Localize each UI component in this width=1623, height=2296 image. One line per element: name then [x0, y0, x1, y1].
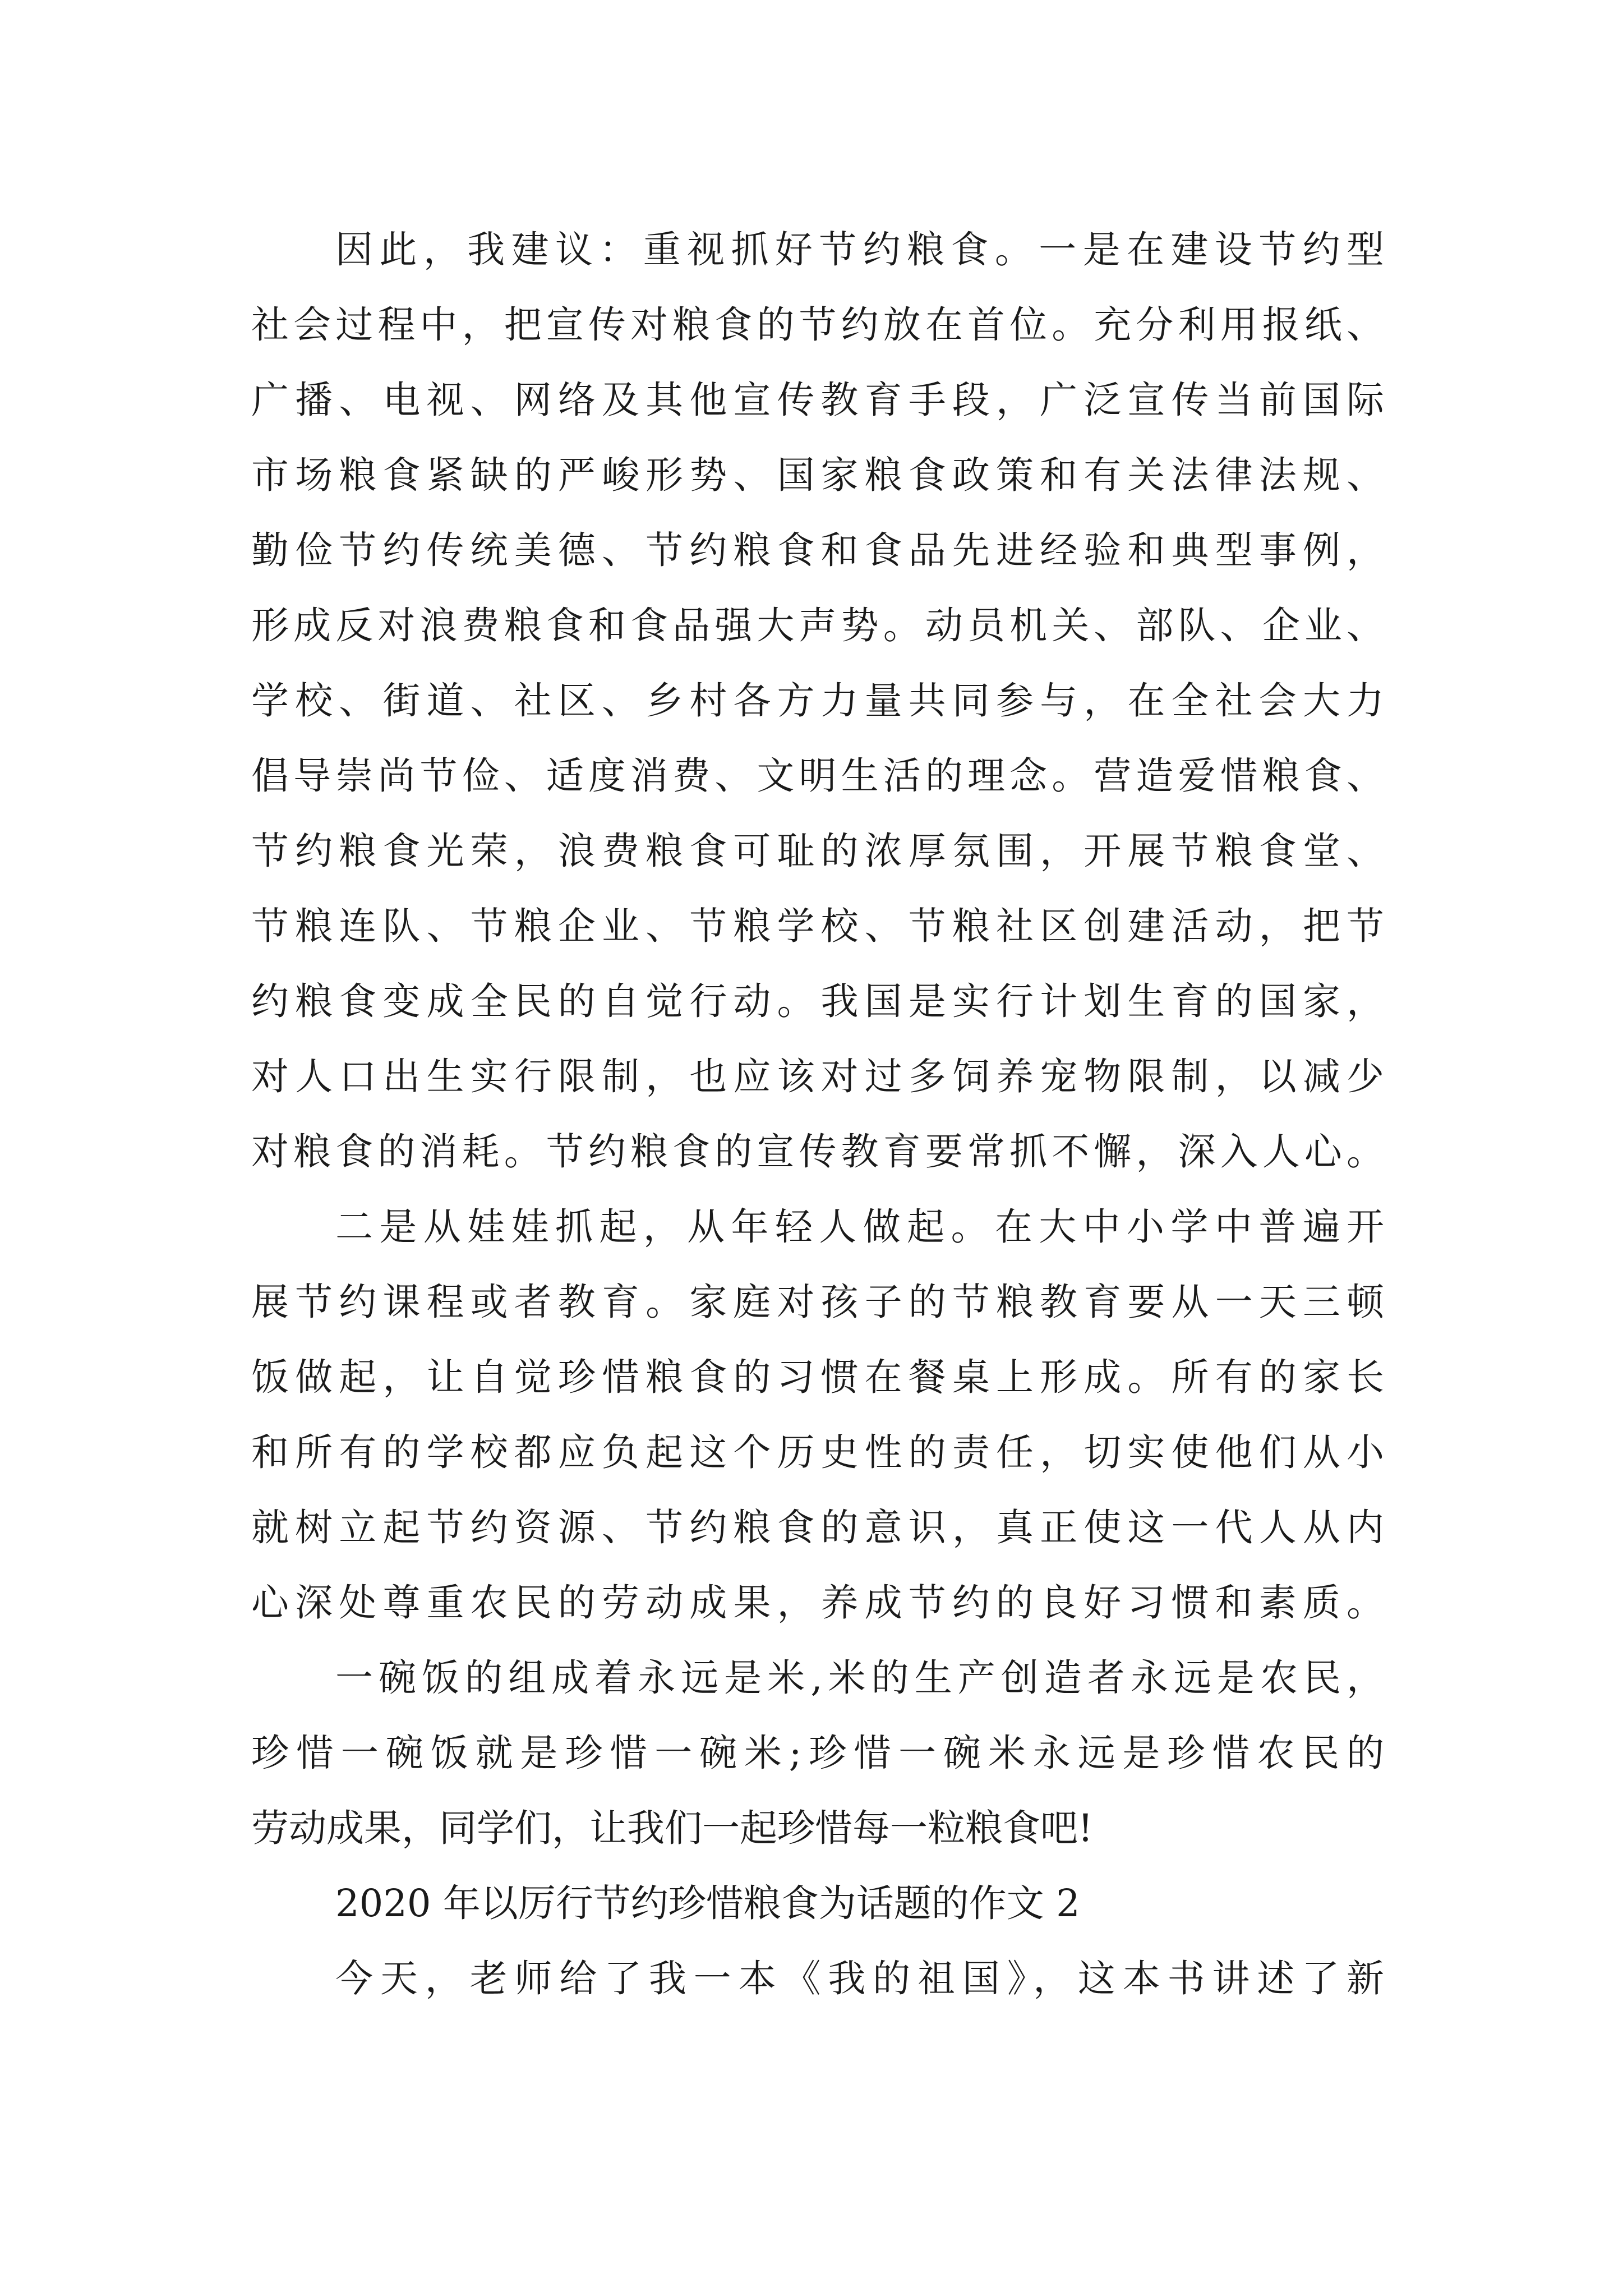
text-line: 2020 年以厉行节约珍惜粮食为话题的作文 2 [335, 1881, 1080, 1925]
text-line: 形成反对浪费粮食和食品强大声势。动员机关、部队、企业、 [251, 604, 1384, 647]
text-line: 因此，我建议：重视抓好节约粮食。一是在建设节约型 [335, 228, 1384, 272]
text-line: 和所有的学校都应负起这个历史性的责任，切实使他们从小 [251, 1430, 1384, 1474]
paragraph-children-education [251, 1189, 1384, 1640]
text-line: 社会过程中，把宣传对粮食的节约放在首位。充分利用报纸、 [251, 303, 1384, 347]
text-line: 广播、电视、网络及其他宣传教育手段，广泛宣传当前国际 [251, 378, 1384, 422]
text-line: 市场粮食紧缺的严峻形势、国家粮食政策和有关法律法规、 [251, 453, 1384, 497]
essay-heading [251, 1866, 1384, 1941]
text-line: 展节约课程或者教育。家庭对孩子的节粮教育要从一天三顿 [251, 1280, 1384, 1324]
paragraph-suggestion [251, 212, 1384, 1189]
paragraph-essay-start [251, 1941, 1384, 2016]
text-line: 就树立起节约资源、节约粮食的意识，真正使这一代人从内 [251, 1506, 1384, 1549]
text-line: 学校、街道、社区、乡村各方力量共同参与，在全社会大力 [251, 679, 1384, 723]
text-line: 二是从娃娃抓起，从年轻人做起。在大中小学中普遍开 [335, 1205, 1384, 1249]
text-line: 约粮食变成全民的自觉行动。我国是实行计划生育的国家， [251, 979, 1384, 1023]
text-line: 饭做起，让自觉珍惜粮食的习惯在餐桌上形成。所有的家长 [251, 1355, 1384, 1399]
text-line: 节粮连队、节粮企业、节粮学校、节粮社区创建活动，把节 [251, 904, 1384, 948]
text-line: 勤俭节约传统美德、节约粮食和食品先进经验和典型事例， [251, 528, 1384, 572]
text-line: 珍惜一碗饭就是珍惜一碗米;珍惜一碗米永远是珍惜农民的 [251, 1731, 1384, 1775]
text-line: 倡导崇尚节俭、适度消费、文明生活的理念。营造爱惜粮食、 [251, 754, 1384, 798]
paragraph-bowl-of-rice [251, 1640, 1384, 1866]
text-line: 心深处尊重农民的劳动成果，养成节约的良好习惯和素质。 [251, 1581, 1384, 1625]
text-line: 对人口出生实行限制，也应该对过多饲养宠物限制，以减少 [251, 1055, 1384, 1098]
text-line: 对粮食的消耗。节约粮食的宣传教育要常抓不懈，深入人心。 [251, 1130, 1384, 1174]
text-line: 今天，老师给了我一本《我的祖国》，这本书讲述了新 [335, 1957, 1384, 2000]
text-line: 一碗饭的组成着永远是米,米的生产创造者永远是农民， [335, 1656, 1384, 1700]
text-line: 劳动成果，同学们，让我们一起珍惜每一粒粮食吧! [251, 1806, 1093, 1850]
text-line: 节约粮食光荣，浪费粮食可耻的浓厚氛围，开展节粮食堂、 [251, 829, 1384, 873]
body-text [251, 212, 1384, 2016]
